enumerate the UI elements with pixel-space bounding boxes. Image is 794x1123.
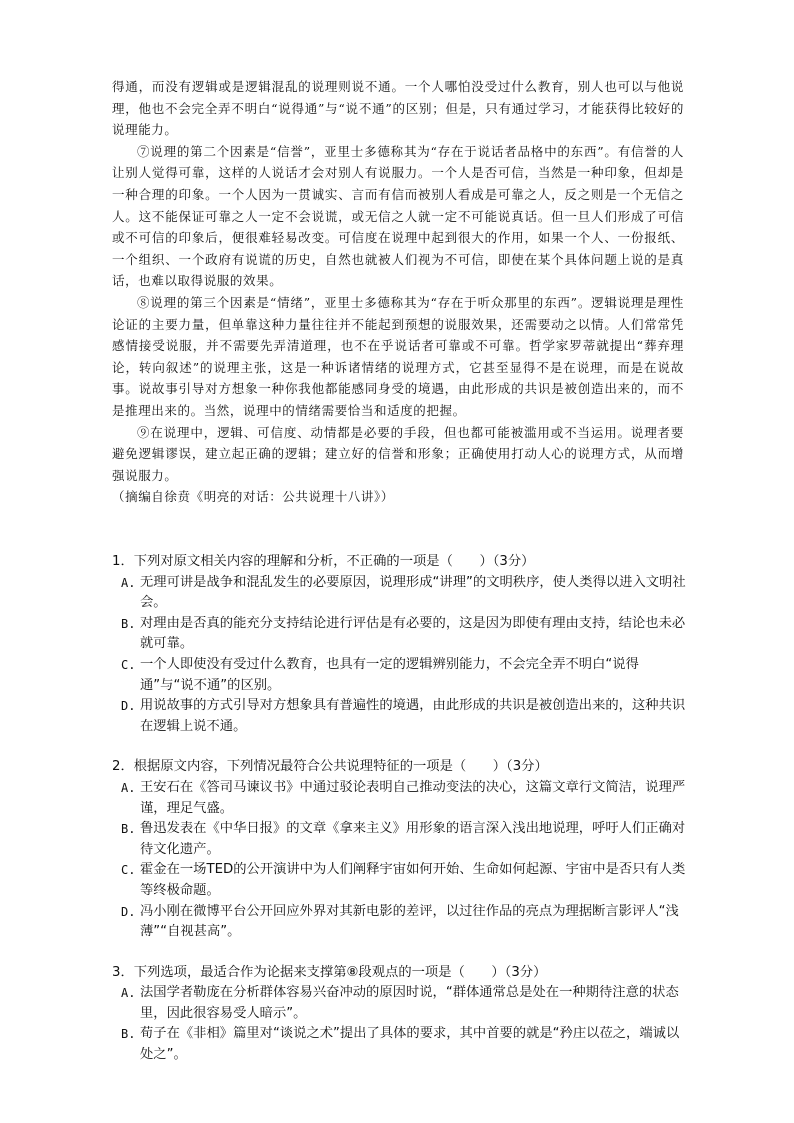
option-letter: C. — [121, 863, 136, 878]
option-text: 法国学者勒庞在分析群体容易兴奋冲动的原因时说，“群体通常总是处在一种期待注意的状态里，因此很容易受人暗示”。 — [140, 985, 679, 1021]
passage-source: （摘编自徐贲《明亮的对话：公共说理十八讲》） — [112, 489, 394, 505]
option-text: 无理可讲是战争和混乱发生的必要原因，说理形成“讲理”的文明秩序，使人类得以进入文明社会。 — [140, 574, 686, 611]
option-text: 对理由是否真的能充分支持结论进行评估是有必要的，这是因为即使有理由支持，结论也未必就可靠。 — [140, 615, 686, 652]
option-text: 用说故事的方式引导对方想象具有普遍性的境遇，由此形成的共识是被创造出来的，这种共识在逻辑上说不通。 — [140, 698, 686, 734]
option-d[interactable] — [121, 696, 692, 737]
option-a[interactable] — [121, 983, 692, 1024]
option-letter: D. — [121, 699, 136, 714]
option-b[interactable] — [121, 614, 692, 655]
option-b[interactable] — [121, 819, 692, 860]
option-c[interactable] — [121, 860, 692, 901]
option-letter: C. — [121, 657, 136, 672]
question-stem: 3．下列选项，最适合作为论据来支撑第⑧段观点的一项是（ ）（3分） — [112, 964, 547, 980]
option-letter: D. — [121, 904, 136, 919]
option-b[interactable] — [121, 1024, 692, 1065]
option-letter: A. — [121, 780, 136, 795]
question-3 — [112, 963, 692, 1066]
option-a[interactable] — [121, 573, 692, 614]
option-text: 冯小刚在微博平台公开回应外界对其新电影的差评，以过往作品的亮点为理据断言影评人“浅薄”“自视甚高”。 — [140, 903, 679, 940]
passage-paragraph-8: ⑧说理的第三个因素是“情绪”，亚里士多德称其为“存在于听众那里的东西”。逻辑说理是理性论证的主要力量，但单靠这种力量往往并不能起到预想的说服效果，还需要动之以情。人们常常凭感情接受说服，并不需要先弄清道理，也不在乎说话者可靠或不可靠。哲学家罗蒂就提出“葬弃理论，转向叙述”的说理主张，这是一种诉诸情绪的说理方式，它甚至显得不是在说理，而是在说故事。说故事引导对方想象一种你我他都能感同身受的境遇，由此形成的共识是被创造出来的，而不是推理出来的。当然，说理中的情绪需要恰当和适度的把握。 — [112, 294, 684, 418]
option-letter: A. — [121, 575, 136, 590]
option-text: 王安石在《答司马谏议书》中通过驳论表明自己推动变法的决心，这篇文章行文简洁，说理严谨，理足气盛。 — [140, 779, 686, 816]
question-stem: 2．根据原文内容，下列情况最符合公共说理特征的一项是（ ）（3分） — [112, 759, 548, 775]
option-d[interactable] — [121, 902, 692, 943]
option-text: 鲁迅发表在《中华日报》的文章《拿来主义》用形象的语言深入浅出地说理，呼吁人们正确对待文化遗产。 — [140, 821, 686, 857]
option-text: 一个人即使没有受过什么教育，也具有一定的逻辑辨别能力，不会完全弄不明白“说得通”与“说不通”的区别。 — [140, 656, 639, 693]
question-1 — [112, 552, 692, 737]
passage-paragraph-7: ⑦说理的第二个因素是“信誉”，亚里士多德称其为“存在于说话者品格中的东西”。有信誉的人让别人觉得可靠，这样的人说话才会对别人有说服力。一个人是否可信，当然是一种印象，但却是一种合理的印象。一个人因为一贯诚实、言而有信而被别人看成是可靠之人，反之则是一个无信之人。这不能保证可靠之人一定不会说谎，或无信之人就一定不可能说真话。但一旦人们形成了可信或不可信的印象后，便很难轻易改变。可信度在说理中起到很大的作用，如果一个人、一份报纸、一个组织、一个政府有说谎的历史，自然也就被人们视为不可信，即使在某个具体问题上说的是真话，也难以取得说服的效果。 — [112, 143, 684, 289]
option-text: 霍金在一场TED的公开演讲中为人们阐释宇宙如何开始、生命如何起源、宇宙中是否只有人类等终极命题。 — [140, 862, 686, 898]
option-letter: A. — [121, 986, 136, 1001]
option-c[interactable] — [121, 655, 692, 696]
option-a[interactable] — [121, 778, 692, 819]
option-letter: B. — [121, 1027, 136, 1042]
option-letter: B. — [121, 616, 136, 631]
option-text: 荀子在《非相》篇里对“谈说之术”提出了具体的要求，其中首要的就是“矜庄以莅之，端诚以处之”。 — [140, 1026, 680, 1063]
passage-paragraph-continued: 得通，而没有逻辑或是逻辑混乱的说理则说不通。一个人哪怕没受过什么教育，别人也可以与他说理，他也不会完全弄不明白“说得通”与“说不通”的区别；但是，只有通过学习，才能获得比较好的说理能力。 — [112, 79, 684, 138]
option-letter: B. — [121, 822, 136, 837]
question-stem: 1．下列对原文相关内容的理解和分析，不正确的一项是（ ）（3分） — [112, 554, 535, 569]
question-list — [112, 552, 692, 1086]
reading-passage — [112, 76, 684, 508]
passage-paragraph-9: ⑨在说理中，逻辑、可信度、动情都是必要的手段，但也都可能被滥用或不当运用。说理者要避免逻辑谬误，建立起正确的逻辑；建立好的信誉和形象；正确使用打动人心的说理方式，从而增强说服力。 — [112, 424, 684, 483]
question-2 — [112, 757, 692, 942]
